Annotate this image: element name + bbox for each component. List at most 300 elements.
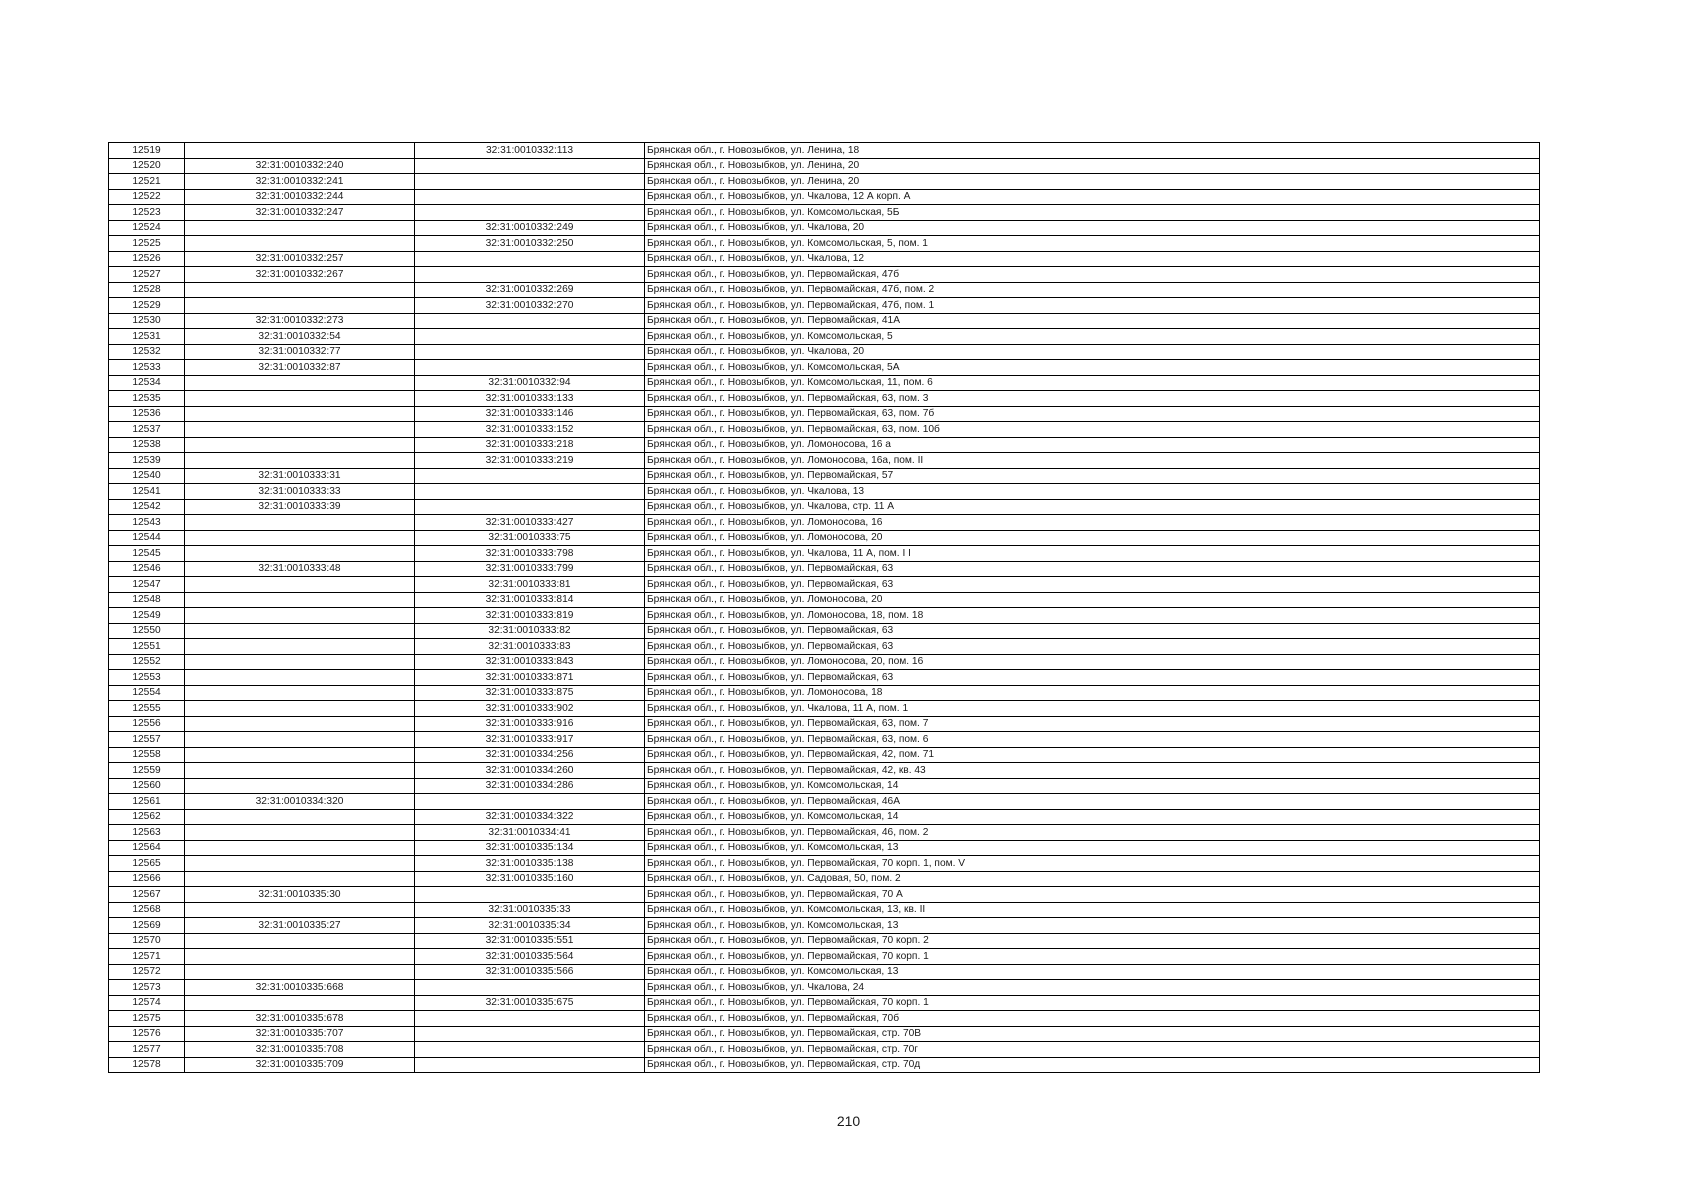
premises-cadastral-number-cell: 32:31:0010333:814 bbox=[415, 592, 645, 608]
address-cell: Брянская обл., г. Новозыбков, ул. Первомайская, 47б, пом. 1 bbox=[645, 298, 1540, 314]
building-cadastral-number-cell bbox=[185, 546, 415, 562]
premises-cadastral-number-cell: 32:31:0010333:81 bbox=[415, 577, 645, 593]
row-number-cell: 12562 bbox=[109, 809, 185, 825]
address-cell: Брянская обл., г. Новозыбков, ул. Комсомольская, 11, пом. 6 bbox=[645, 375, 1540, 391]
table-row bbox=[109, 747, 1540, 763]
address-cell: Брянская обл., г. Новозыбков, ул. Первомайская, 70б bbox=[645, 1011, 1540, 1027]
table-row bbox=[109, 1057, 1540, 1073]
premises-cadastral-number-cell bbox=[415, 1011, 645, 1027]
registry-table bbox=[108, 142, 1540, 1073]
address-cell: Брянская обл., г. Новозыбков, ул. Комсомольская, 13 bbox=[645, 918, 1540, 934]
row-number-cell: 12547 bbox=[109, 577, 185, 593]
row-number-cell: 12524 bbox=[109, 220, 185, 236]
premises-cadastral-number-cell: 32:31:0010333:133 bbox=[415, 391, 645, 407]
row-number-cell: 12536 bbox=[109, 406, 185, 422]
table-row bbox=[109, 840, 1540, 856]
address-cell: Брянская обл., г. Новозыбков, ул. Первомайская, 63 bbox=[645, 623, 1540, 639]
row-number-cell: 12521 bbox=[109, 174, 185, 190]
row-number-cell: 12534 bbox=[109, 375, 185, 391]
table-row bbox=[109, 158, 1540, 174]
address-cell: Брянская обл., г. Новозыбков, ул. Комсомольская, 13 bbox=[645, 964, 1540, 980]
table-row bbox=[109, 654, 1540, 670]
table-row bbox=[109, 732, 1540, 748]
address-cell: Брянская обл., г. Новозыбков, ул. Первомайская, 70 корп. 1 bbox=[645, 949, 1540, 965]
premises-cadastral-number-cell: 32:31:0010335:160 bbox=[415, 871, 645, 887]
building-cadastral-number-cell: 32:31:0010332:241 bbox=[185, 174, 415, 190]
address-cell: Брянская обл., г. Новозыбков, ул. Комсомольская, 13, кв. II bbox=[645, 902, 1540, 918]
address-cell: Брянская обл., г. Новозыбков, ул. Первомайская, 63, пом. 6 bbox=[645, 732, 1540, 748]
premises-cadastral-number-cell: 32:31:0010333:875 bbox=[415, 685, 645, 701]
row-number-cell: 12576 bbox=[109, 1026, 185, 1042]
address-cell: Брянская обл., г. Новозыбков, ул. Ломоносова, 20 bbox=[645, 592, 1540, 608]
table-row bbox=[109, 313, 1540, 329]
building-cadastral-number-cell bbox=[185, 143, 415, 159]
row-number-cell: 12533 bbox=[109, 360, 185, 376]
premises-cadastral-number-cell: 32:31:0010333:427 bbox=[415, 515, 645, 531]
row-number-cell: 12561 bbox=[109, 794, 185, 810]
row-number-cell: 12525 bbox=[109, 236, 185, 252]
table-row bbox=[109, 499, 1540, 515]
address-cell: Брянская обл., г. Новозыбков, ул. Первомайская, стр. 70В bbox=[645, 1026, 1540, 1042]
row-number-cell: 12551 bbox=[109, 639, 185, 655]
building-cadastral-number-cell bbox=[185, 298, 415, 314]
premises-cadastral-number-cell: 32:31:0010334:41 bbox=[415, 825, 645, 841]
row-number-cell: 12568 bbox=[109, 902, 185, 918]
row-number-cell: 12535 bbox=[109, 391, 185, 407]
premises-cadastral-number-cell bbox=[415, 267, 645, 283]
row-number-cell: 12526 bbox=[109, 251, 185, 267]
row-number-cell: 12553 bbox=[109, 670, 185, 686]
table-row bbox=[109, 592, 1540, 608]
premises-cadastral-number-cell: 32:31:0010333:843 bbox=[415, 654, 645, 670]
table-row bbox=[109, 453, 1540, 469]
premises-cadastral-number-cell bbox=[415, 1057, 645, 1073]
row-number-cell: 12543 bbox=[109, 515, 185, 531]
row-number-cell: 12557 bbox=[109, 732, 185, 748]
premises-cadastral-number-cell: 32:31:0010332:94 bbox=[415, 375, 645, 391]
row-number-cell: 12571 bbox=[109, 949, 185, 965]
premises-cadastral-number-cell: 32:31:0010335:33 bbox=[415, 902, 645, 918]
premises-cadastral-number-cell: 32:31:0010333:819 bbox=[415, 608, 645, 624]
table-row bbox=[109, 437, 1540, 453]
building-cadastral-number-cell: 32:31:0010333:39 bbox=[185, 499, 415, 515]
row-number-cell: 12546 bbox=[109, 561, 185, 577]
address-cell: Брянская обл., г. Новозыбков, ул. Комсомольская, 5 bbox=[645, 329, 1540, 345]
address-cell: Брянская обл., г. Новозыбков, ул. Чкалова, 11 А, пом. 1 bbox=[645, 701, 1540, 717]
row-number-cell: 12560 bbox=[109, 778, 185, 794]
building-cadastral-number-cell bbox=[185, 732, 415, 748]
address-cell: Брянская обл., г. Новозыбков, ул. Чкалова, 13 bbox=[645, 484, 1540, 500]
table-row bbox=[109, 778, 1540, 794]
table-row bbox=[109, 794, 1540, 810]
premises-cadastral-number-cell bbox=[415, 1026, 645, 1042]
building-cadastral-number-cell: 32:31:0010335:708 bbox=[185, 1042, 415, 1058]
address-cell: Брянская обл., г. Новозыбков, ул. Комсомольская, 5, пом. 1 bbox=[645, 236, 1540, 252]
address-cell: Брянская обл., г. Новозыбков, ул. Первомайская, стр. 70д bbox=[645, 1057, 1540, 1073]
address-cell: Брянская обл., г. Новозыбков, ул. Комсомольская, 14 bbox=[645, 778, 1540, 794]
building-cadastral-number-cell: 32:31:0010332:267 bbox=[185, 267, 415, 283]
premises-cadastral-number-cell: 32:31:0010332:269 bbox=[415, 282, 645, 298]
building-cadastral-number-cell: 32:31:0010335:707 bbox=[185, 1026, 415, 1042]
premises-cadastral-number-cell: 32:31:0010333:219 bbox=[415, 453, 645, 469]
premises-cadastral-number-cell bbox=[415, 484, 645, 500]
row-number-cell: 12544 bbox=[109, 530, 185, 546]
building-cadastral-number-cell bbox=[185, 716, 415, 732]
premises-cadastral-number-cell bbox=[415, 1042, 645, 1058]
address-cell: Брянская обл., г. Новозыбков, ул. Комсомольская, 5А bbox=[645, 360, 1540, 376]
address-cell: Брянская обл., г. Новозыбков, ул. Первомайская, 63 bbox=[645, 670, 1540, 686]
row-number-cell: 12523 bbox=[109, 205, 185, 221]
premises-cadastral-number-cell: 32:31:0010334:286 bbox=[415, 778, 645, 794]
building-cadastral-number-cell bbox=[185, 670, 415, 686]
table-row bbox=[109, 995, 1540, 1011]
premises-cadastral-number-cell bbox=[415, 189, 645, 205]
building-cadastral-number-cell bbox=[185, 840, 415, 856]
building-cadastral-number-cell bbox=[185, 639, 415, 655]
building-cadastral-number-cell bbox=[185, 236, 415, 252]
building-cadastral-number-cell: 32:31:0010332:77 bbox=[185, 344, 415, 360]
row-number-cell: 12559 bbox=[109, 763, 185, 779]
address-cell: Брянская обл., г. Новозыбков, ул. Первомайская, 57 bbox=[645, 468, 1540, 484]
building-cadastral-number-cell bbox=[185, 530, 415, 546]
row-number-cell: 12522 bbox=[109, 189, 185, 205]
row-number-cell: 12539 bbox=[109, 453, 185, 469]
premises-cadastral-number-cell: 32:31:0010335:134 bbox=[415, 840, 645, 856]
building-cadastral-number-cell: 32:31:0010333:33 bbox=[185, 484, 415, 500]
building-cadastral-number-cell bbox=[185, 654, 415, 670]
address-cell: Брянская обл., г. Новозыбков, ул. Первомайская, 46, пом. 2 bbox=[645, 825, 1540, 841]
premises-cadastral-number-cell: 32:31:0010333:798 bbox=[415, 546, 645, 562]
table-row bbox=[109, 546, 1540, 562]
row-number-cell: 12537 bbox=[109, 422, 185, 438]
address-cell: Брянская обл., г. Новозыбков, ул. Первомайская, 41А bbox=[645, 313, 1540, 329]
building-cadastral-number-cell: 32:31:0010335:668 bbox=[185, 980, 415, 996]
row-number-cell: 12577 bbox=[109, 1042, 185, 1058]
table-row bbox=[109, 251, 1540, 267]
building-cadastral-number-cell bbox=[185, 933, 415, 949]
premises-cadastral-number-cell bbox=[415, 360, 645, 376]
table-row bbox=[109, 964, 1540, 980]
premises-cadastral-number-cell: 32:31:0010332:113 bbox=[415, 143, 645, 159]
building-cadastral-number-cell: 32:31:0010335:678 bbox=[185, 1011, 415, 1027]
table-row bbox=[109, 670, 1540, 686]
table-row bbox=[109, 530, 1540, 546]
premises-cadastral-number-cell: 32:31:0010334:256 bbox=[415, 747, 645, 763]
table-row bbox=[109, 1026, 1540, 1042]
address-cell: Брянская обл., г. Новозыбков, ул. Ломоносова, 16 а bbox=[645, 437, 1540, 453]
row-number-cell: 12567 bbox=[109, 887, 185, 903]
building-cadastral-number-cell bbox=[185, 608, 415, 624]
table-row bbox=[109, 1042, 1540, 1058]
row-number-cell: 12573 bbox=[109, 980, 185, 996]
table-row bbox=[109, 871, 1540, 887]
table-row bbox=[109, 918, 1540, 934]
premises-cadastral-number-cell: 32:31:0010335:34 bbox=[415, 918, 645, 934]
table-row bbox=[109, 763, 1540, 779]
row-number-cell: 12519 bbox=[109, 143, 185, 159]
premises-cadastral-number-cell: 32:31:0010333:218 bbox=[415, 437, 645, 453]
address-cell: Брянская обл., г. Новозыбков, ул. Первомайская, 63 bbox=[645, 561, 1540, 577]
row-number-cell: 12570 bbox=[109, 933, 185, 949]
address-cell: Брянская обл., г. Новозыбков, ул. Первомайская, 63, пом. 3 bbox=[645, 391, 1540, 407]
premises-cadastral-number-cell bbox=[415, 313, 645, 329]
row-number-cell: 12531 bbox=[109, 329, 185, 345]
premises-cadastral-number-cell bbox=[415, 887, 645, 903]
premises-cadastral-number-cell bbox=[415, 205, 645, 221]
table-row bbox=[109, 716, 1540, 732]
premises-cadastral-number-cell: 32:31:0010333:82 bbox=[415, 623, 645, 639]
address-cell: Брянская обл., г. Новозыбков, ул. Первомайская, 46А bbox=[645, 794, 1540, 810]
address-cell: Брянская обл., г. Новозыбков, ул. Ломоносова, 16 bbox=[645, 515, 1540, 531]
address-cell: Брянская обл., г. Новозыбков, ул. Первомайская, 70 корп. 1, пом. V bbox=[645, 856, 1540, 872]
table-row bbox=[109, 980, 1540, 996]
table-row bbox=[109, 220, 1540, 236]
row-number-cell: 12540 bbox=[109, 468, 185, 484]
table-row bbox=[109, 205, 1540, 221]
address-cell: Брянская обл., г. Новозыбков, ул. Первомайская, 63 bbox=[645, 577, 1540, 593]
table-row bbox=[109, 143, 1540, 159]
building-cadastral-number-cell: 32:31:0010335:27 bbox=[185, 918, 415, 934]
table-row bbox=[109, 685, 1540, 701]
table-row bbox=[109, 902, 1540, 918]
premises-cadastral-number-cell: 32:31:0010333:152 bbox=[415, 422, 645, 438]
premises-cadastral-number-cell: 32:31:0010333:916 bbox=[415, 716, 645, 732]
table-row bbox=[109, 422, 1540, 438]
table-row bbox=[109, 375, 1540, 391]
table-row bbox=[109, 298, 1540, 314]
address-cell: Брянская обл., г. Новозыбков, ул. Комсомольская, 13 bbox=[645, 840, 1540, 856]
address-cell: Брянская обл., г. Новозыбков, ул. Первомайская, 42, кв. 43 bbox=[645, 763, 1540, 779]
address-cell: Брянская обл., г. Новозыбков, ул. Ломоносова, 18 bbox=[645, 685, 1540, 701]
premises-cadastral-number-cell: 32:31:0010332:270 bbox=[415, 298, 645, 314]
premises-cadastral-number-cell: 32:31:0010333:75 bbox=[415, 530, 645, 546]
building-cadastral-number-cell: 32:31:0010335:30 bbox=[185, 887, 415, 903]
premises-cadastral-number-cell: 32:31:0010334:322 bbox=[415, 809, 645, 825]
table-row bbox=[109, 174, 1540, 190]
page-number: 210 bbox=[836, 1113, 861, 1129]
premises-cadastral-number-cell: 32:31:0010335:675 bbox=[415, 995, 645, 1011]
premises-cadastral-number-cell bbox=[415, 174, 645, 190]
row-number-cell: 12566 bbox=[109, 871, 185, 887]
table-row bbox=[109, 189, 1540, 205]
building-cadastral-number-cell bbox=[185, 685, 415, 701]
building-cadastral-number-cell bbox=[185, 871, 415, 887]
row-number-cell: 12556 bbox=[109, 716, 185, 732]
building-cadastral-number-cell bbox=[185, 406, 415, 422]
table-row bbox=[109, 561, 1540, 577]
table-row bbox=[109, 949, 1540, 965]
address-cell: Брянская обл., г. Новозыбков, ул. Чкалова, 11 А, пом. I I bbox=[645, 546, 1540, 562]
address-cell: Брянская обл., г. Новозыбков, ул. Чкалова, стр. 11 А bbox=[645, 499, 1540, 515]
row-number-cell: 12572 bbox=[109, 964, 185, 980]
building-cadastral-number-cell bbox=[185, 964, 415, 980]
premises-cadastral-number-cell: 32:31:0010335:566 bbox=[415, 964, 645, 980]
address-cell: Брянская обл., г. Новозыбков, ул. Первомайская, 47б bbox=[645, 267, 1540, 283]
address-cell: Брянская обл., г. Новозыбков, ул. Чкалова, 20 bbox=[645, 344, 1540, 360]
address-cell: Брянская обл., г. Новозыбков, ул. Чкалова, 12 bbox=[645, 251, 1540, 267]
building-cadastral-number-cell bbox=[185, 220, 415, 236]
table-row bbox=[109, 701, 1540, 717]
address-cell: Брянская обл., г. Новозыбков, ул. Ленина, 20 bbox=[645, 174, 1540, 190]
registry-table-body bbox=[109, 143, 1540, 1073]
row-number-cell: 12528 bbox=[109, 282, 185, 298]
row-number-cell: 12538 bbox=[109, 437, 185, 453]
table-row bbox=[109, 267, 1540, 283]
row-number-cell: 12530 bbox=[109, 313, 185, 329]
table-row bbox=[109, 391, 1540, 407]
address-cell: Брянская обл., г. Новозыбков, ул. Чкалова, 24 bbox=[645, 980, 1540, 996]
building-cadastral-number-cell bbox=[185, 825, 415, 841]
address-cell: Брянская обл., г. Новозыбков, ул. Ленина, 20 bbox=[645, 158, 1540, 174]
table-row bbox=[109, 639, 1540, 655]
building-cadastral-number-cell bbox=[185, 437, 415, 453]
premises-cadastral-number-cell bbox=[415, 794, 645, 810]
building-cadastral-number-cell bbox=[185, 902, 415, 918]
address-cell: Брянская обл., г. Новозыбков, ул. Первомайская, стр. 70г bbox=[645, 1042, 1540, 1058]
premises-cadastral-number-cell: 32:31:0010332:250 bbox=[415, 236, 645, 252]
row-number-cell: 12574 bbox=[109, 995, 185, 1011]
address-cell: Брянская обл., г. Новозыбков, ул. Комсомольская, 5Б bbox=[645, 205, 1540, 221]
row-number-cell: 12563 bbox=[109, 825, 185, 841]
building-cadastral-number-cell bbox=[185, 778, 415, 794]
table-row bbox=[109, 577, 1540, 593]
premises-cadastral-number-cell: 32:31:0010333:83 bbox=[415, 639, 645, 655]
address-cell: Брянская обл., г. Новозыбков, ул. Ломоносова, 16а, пом. II bbox=[645, 453, 1540, 469]
premises-cadastral-number-cell bbox=[415, 468, 645, 484]
building-cadastral-number-cell: 32:31:0010332:87 bbox=[185, 360, 415, 376]
premises-cadastral-number-cell: 32:31:0010335:138 bbox=[415, 856, 645, 872]
building-cadastral-number-cell bbox=[185, 623, 415, 639]
address-cell: Брянская обл., г. Новозыбков, ул. Первомайская, 42, пом. 71 bbox=[645, 747, 1540, 763]
address-cell: Брянская обл., г. Новозыбков, ул. Ломоносова, 20, пом. 16 bbox=[645, 654, 1540, 670]
building-cadastral-number-cell bbox=[185, 391, 415, 407]
table-row bbox=[109, 887, 1540, 903]
premises-cadastral-number-cell: 32:31:0010334:260 bbox=[415, 763, 645, 779]
table-row bbox=[109, 1011, 1540, 1027]
address-cell: Брянская обл., г. Новозыбков, ул. Первомайская, 70 А bbox=[645, 887, 1540, 903]
table-row bbox=[109, 933, 1540, 949]
row-number-cell: 12555 bbox=[109, 701, 185, 717]
building-cadastral-number-cell: 32:31:0010334:320 bbox=[185, 794, 415, 810]
row-number-cell: 12520 bbox=[109, 158, 185, 174]
address-cell: Брянская обл., г. Новозыбков, ул. Чкалова, 12 А корп. А bbox=[645, 189, 1540, 205]
address-cell: Брянская обл., г. Новозыбков, ул. Комсомольская, 14 bbox=[645, 809, 1540, 825]
address-cell: Брянская обл., г. Новозыбков, ул. Ленина, 18 bbox=[645, 143, 1540, 159]
building-cadastral-number-cell bbox=[185, 282, 415, 298]
address-cell: Брянская обл., г. Новозыбков, ул. Первомайская, 63, пом. 7 bbox=[645, 716, 1540, 732]
building-cadastral-number-cell: 32:31:0010332:257 bbox=[185, 251, 415, 267]
row-number-cell: 12565 bbox=[109, 856, 185, 872]
premises-cadastral-number-cell: 32:31:0010333:902 bbox=[415, 701, 645, 717]
building-cadastral-number-cell bbox=[185, 949, 415, 965]
building-cadastral-number-cell bbox=[185, 375, 415, 391]
address-cell: Брянская обл., г. Новозыбков, ул. Первомайская, 70 корп. 1 bbox=[645, 995, 1540, 1011]
address-cell: Брянская обл., г. Новозыбков, ул. Первомайская, 63, пом. 10б bbox=[645, 422, 1540, 438]
premises-cadastral-number-cell: 32:31:0010333:917 bbox=[415, 732, 645, 748]
premises-cadastral-number-cell bbox=[415, 499, 645, 515]
table-row bbox=[109, 825, 1540, 841]
building-cadastral-number-cell bbox=[185, 763, 415, 779]
row-number-cell: 12575 bbox=[109, 1011, 185, 1027]
building-cadastral-number-cell: 32:31:0010332:244 bbox=[185, 189, 415, 205]
row-number-cell: 12558 bbox=[109, 747, 185, 763]
row-number-cell: 12548 bbox=[109, 592, 185, 608]
building-cadastral-number-cell: 32:31:0010333:31 bbox=[185, 468, 415, 484]
premises-cadastral-number-cell: 32:31:0010333:871 bbox=[415, 670, 645, 686]
building-cadastral-number-cell bbox=[185, 701, 415, 717]
table-row bbox=[109, 484, 1540, 500]
building-cadastral-number-cell bbox=[185, 453, 415, 469]
row-number-cell: 12541 bbox=[109, 484, 185, 500]
building-cadastral-number-cell bbox=[185, 809, 415, 825]
table-row bbox=[109, 344, 1540, 360]
table-row bbox=[109, 608, 1540, 624]
premises-cadastral-number-cell bbox=[415, 344, 645, 360]
table-row bbox=[109, 809, 1540, 825]
address-cell: Брянская обл., г. Новозыбков, ул. Первомайская, 63 bbox=[645, 639, 1540, 655]
table-row bbox=[109, 856, 1540, 872]
address-cell: Брянская обл., г. Новозыбков, ул. Чкалова, 20 bbox=[645, 220, 1540, 236]
row-number-cell: 12550 bbox=[109, 623, 185, 639]
table-row bbox=[109, 468, 1540, 484]
row-number-cell: 12552 bbox=[109, 654, 185, 670]
premises-cadastral-number-cell: 32:31:0010333:799 bbox=[415, 561, 645, 577]
table-row bbox=[109, 236, 1540, 252]
premises-cadastral-number-cell: 32:31:0010332:249 bbox=[415, 220, 645, 236]
row-number-cell: 12564 bbox=[109, 840, 185, 856]
building-cadastral-number-cell bbox=[185, 592, 415, 608]
table-row bbox=[109, 329, 1540, 345]
premises-cadastral-number-cell: 32:31:0010335:564 bbox=[415, 949, 645, 965]
row-number-cell: 12569 bbox=[109, 918, 185, 934]
premises-cadastral-number-cell: 32:31:0010335:551 bbox=[415, 933, 645, 949]
building-cadastral-number-cell: 32:31:0010332:247 bbox=[185, 205, 415, 221]
address-cell: Брянская обл., г. Новозыбков, ул. Первомайская, 70 корп. 2 bbox=[645, 933, 1540, 949]
row-number-cell: 12542 bbox=[109, 499, 185, 515]
table-row bbox=[109, 623, 1540, 639]
row-number-cell: 12549 bbox=[109, 608, 185, 624]
building-cadastral-number-cell bbox=[185, 515, 415, 531]
row-number-cell: 12578 bbox=[109, 1057, 185, 1073]
premises-cadastral-number-cell: 32:31:0010333:146 bbox=[415, 406, 645, 422]
row-number-cell: 12529 bbox=[109, 298, 185, 314]
building-cadastral-number-cell bbox=[185, 995, 415, 1011]
address-cell: Брянская обл., г. Новозыбков, ул. Первомайская, 47б, пом. 2 bbox=[645, 282, 1540, 298]
table-row bbox=[109, 282, 1540, 298]
premises-cadastral-number-cell bbox=[415, 158, 645, 174]
table-row bbox=[109, 515, 1540, 531]
building-cadastral-number-cell bbox=[185, 577, 415, 593]
building-cadastral-number-cell: 32:31:0010335:709 bbox=[185, 1057, 415, 1073]
row-number-cell: 12545 bbox=[109, 546, 185, 562]
premises-cadastral-number-cell bbox=[415, 251, 645, 267]
table-row bbox=[109, 360, 1540, 376]
address-cell: Брянская обл., г. Новозыбков, ул. Ломоносова, 18, пом. 18 bbox=[645, 608, 1540, 624]
premises-cadastral-number-cell bbox=[415, 980, 645, 996]
address-cell: Брянская обл., г. Новозыбков, ул. Ломоносова, 20 bbox=[645, 530, 1540, 546]
row-number-cell: 12532 bbox=[109, 344, 185, 360]
building-cadastral-number-cell: 32:31:0010333:48 bbox=[185, 561, 415, 577]
table-row bbox=[109, 406, 1540, 422]
row-number-cell: 12527 bbox=[109, 267, 185, 283]
building-cadastral-number-cell: 32:31:0010332:240 bbox=[185, 158, 415, 174]
building-cadastral-number-cell bbox=[185, 422, 415, 438]
building-cadastral-number-cell: 32:31:0010332:54 bbox=[185, 329, 415, 345]
address-cell: Брянская обл., г. Новозыбков, ул. Садовая, 50, пом. 2 bbox=[645, 871, 1540, 887]
row-number-cell: 12554 bbox=[109, 685, 185, 701]
building-cadastral-number-cell bbox=[185, 856, 415, 872]
building-cadastral-number-cell bbox=[185, 747, 415, 763]
